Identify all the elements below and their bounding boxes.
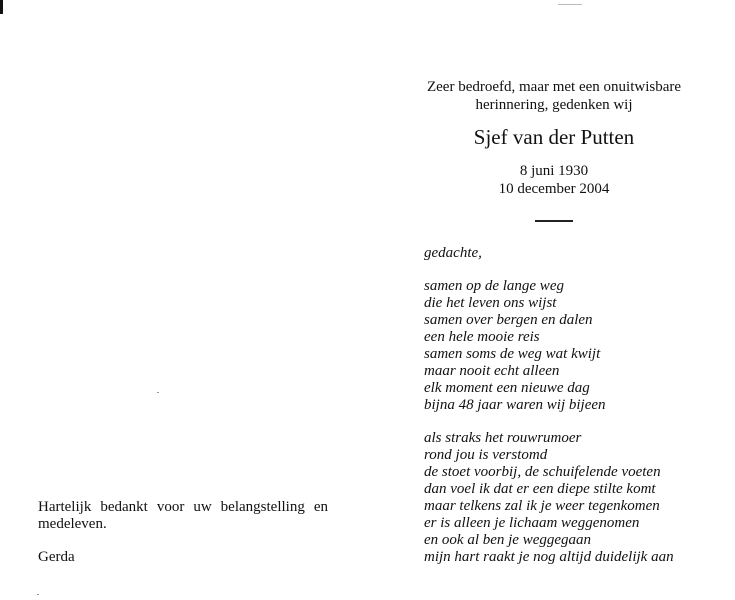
poem-line: een hele mooie reis: [424, 328, 540, 345]
signature: Gerda: [38, 549, 75, 565]
scan-speck: [37, 594, 39, 595]
poem-stanza-1: [424, 278, 700, 414]
scan-speck: [157, 392, 159, 393]
poem-line: maar nooit echt alleen: [424, 362, 560, 379]
poem-line: samen soms de weg wat kwijt: [424, 345, 601, 362]
poem-line: elk moment een nieuwe dag: [424, 379, 590, 396]
scan-artifact: [558, 4, 582, 5]
memorial-card-right-page: [408, 78, 700, 566]
poem-line: en ook al ben je weggegaan: [424, 531, 592, 548]
death-date: 10 december 2004: [498, 181, 610, 197]
intro-line-2: herinnering, gedenken wij: [475, 97, 633, 113]
divider-line: [535, 220, 573, 222]
life-dates: [408, 162, 700, 198]
poem-line: mijn hart raakt je nog altijd duidelijk aan: [424, 548, 674, 565]
poem-line: samen op de lange weg: [424, 277, 564, 294]
poem-line: die het leven ons wijst: [424, 294, 557, 311]
intro-line-1: Zeer bedroefd, maar met een onuitwisbare: [426, 79, 682, 95]
deceased-name: Sjef van der Putten: [473, 125, 635, 149]
poem-line: rond jou is verstomd: [424, 446, 548, 463]
thank-you-text: Hartelijk bedankt voor uw belangstelling en medeleven.: [38, 499, 328, 532]
poem-line: bijna 48 jaar waren wij bijeen: [424, 396, 606, 413]
poem-line: de stoet voorbij, de schuifelende voeten: [424, 463, 661, 480]
poem-line: dan voel ik dat er een diepe stilte komt: [424, 480, 656, 497]
scan-edge-mark: [0, 0, 3, 14]
memorial-card-left-page: [38, 499, 328, 566]
poem-line: maar telkens zal ik je weer tegenkomen: [424, 497, 660, 514]
poem-title: gedachte,: [424, 244, 482, 261]
poem-stanza-2: [424, 430, 700, 566]
poem-line: er is alleen je lichaam weggenomen: [424, 514, 640, 531]
intro-text: [408, 78, 700, 114]
poem-line: als straks het rouwrumoer: [424, 429, 582, 446]
birth-date: 8 juni 1930: [519, 163, 589, 179]
poem-line: samen over bergen en dalen: [424, 311, 593, 328]
